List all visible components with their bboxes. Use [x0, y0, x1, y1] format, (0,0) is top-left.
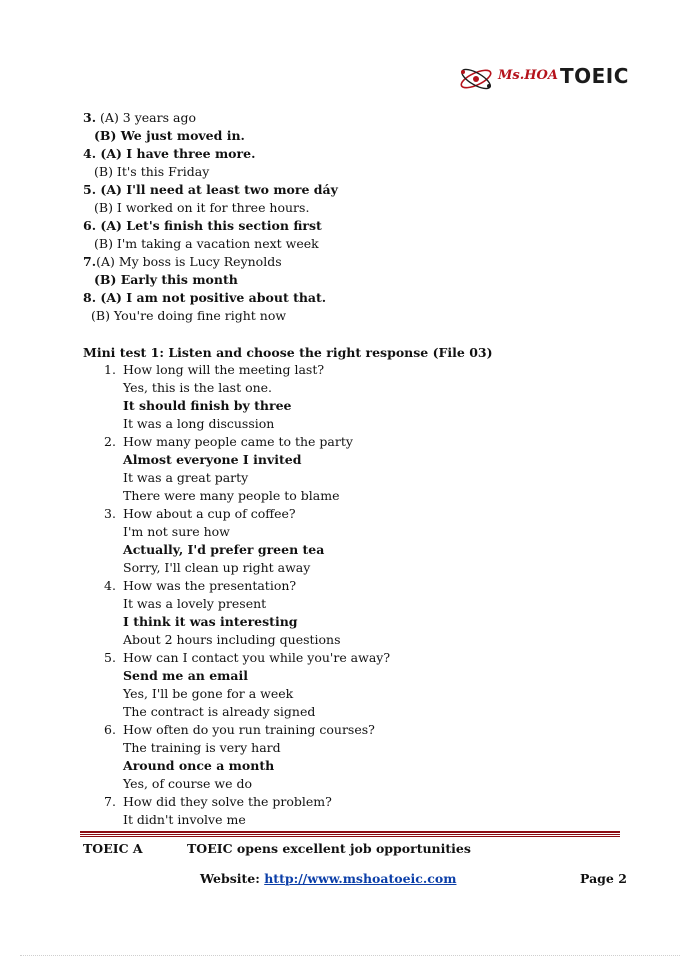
- logo-toeic-text: TOEIC: [560, 64, 629, 88]
- option: Yes, I'll be gone for a week: [123, 686, 294, 701]
- answer-8-b: (B) You're doing fine right now: [91, 308, 287, 323]
- question-text: How many people came to the party: [123, 434, 353, 449]
- question-text: How long will the meeting last?: [123, 362, 325, 377]
- footer-rule: [80, 834, 620, 835]
- question-text: How did they solve the problem?: [123, 794, 332, 809]
- option-correct: I think it was interesting: [123, 614, 298, 629]
- logo: [458, 64, 628, 94]
- question-text: How was the presentation?: [123, 578, 297, 593]
- question-number: 2.: [104, 434, 116, 449]
- question-number: 1.: [104, 362, 116, 377]
- answer-7-a: 7.(A) My boss is Lucy Reynolds: [83, 254, 282, 269]
- option-correct: Almost everyone I invited: [123, 452, 302, 467]
- option: It was a great party: [123, 470, 249, 485]
- option: Yes, of course we do: [123, 776, 252, 791]
- question-number: 4.: [104, 578, 116, 593]
- mini-test-heading: Mini test 1: Listen and choose the right response (File 03): [83, 345, 493, 360]
- option: The training is very hard: [123, 740, 281, 755]
- page-bottom-divider: [20, 955, 680, 956]
- option: It was a lovely present: [123, 596, 267, 611]
- option-correct: It should finish by three: [123, 398, 292, 413]
- website-label: Website:: [200, 871, 260, 886]
- question-number: 7.: [104, 794, 116, 809]
- footer-tagline: TOEIC opens excellent job opportunities: [187, 841, 471, 856]
- answer-4-a: 4. (A) I have three more.: [83, 146, 256, 161]
- option-correct: Around once a month: [123, 758, 275, 773]
- option: It was a long discussion: [123, 416, 275, 431]
- answer-8-a: 8. (A) I am not positive about that.: [83, 290, 327, 305]
- question-text: How often do you run training courses?: [123, 722, 375, 737]
- answer-3-a: 3. (A) 3 years ago: [83, 110, 196, 125]
- option-correct: Send me an email: [123, 668, 249, 683]
- answer-3-b: (B) We just moved in.: [94, 128, 245, 143]
- option: It didn't involve me: [123, 812, 246, 827]
- logo-ms-text: Ms.HOA: [498, 68, 558, 83]
- question-number: 6.: [104, 722, 116, 737]
- answer-6-b: (B) I'm taking a vacation next week: [94, 236, 319, 251]
- atom-logo-icon: [458, 64, 498, 94]
- question-text: How about a cup of coffee?: [123, 506, 296, 521]
- page-number: Page 2: [580, 871, 627, 886]
- option: Yes, this is the last one.: [123, 380, 273, 395]
- answer-5-a: 5. (A) I'll need at least two more dáy: [83, 182, 338, 197]
- footer-website: [200, 871, 456, 886]
- option: Sorry, I'll clean up right away: [123, 560, 311, 575]
- option-correct: Actually, I'd prefer green tea: [123, 542, 325, 557]
- answer-7-b: (B) Early this month: [94, 272, 238, 287]
- answer-4-b: (B) It's this Friday: [94, 164, 210, 179]
- option: There were many people to blame: [123, 488, 340, 503]
- question-number: 3.: [104, 506, 116, 521]
- question-text: How can I contact you while you're away?: [123, 650, 391, 665]
- footer-rule: [80, 831, 620, 833]
- option: About 2 hours including questions: [123, 632, 341, 647]
- option: The contract is already signed: [123, 704, 316, 719]
- footer-left: TOEIC A: [83, 841, 143, 856]
- answer-5-b: (B) I worked on it for three hours.: [94, 200, 310, 215]
- question-number: 5.: [104, 650, 116, 665]
- option: I'm not sure how: [123, 524, 230, 539]
- footer-rule: [80, 836, 620, 837]
- website-link[interactable]: http://www.mshoatoeic.com: [264, 871, 457, 886]
- answer-6-a: 6. (A) Let's finish this section first: [83, 218, 322, 233]
